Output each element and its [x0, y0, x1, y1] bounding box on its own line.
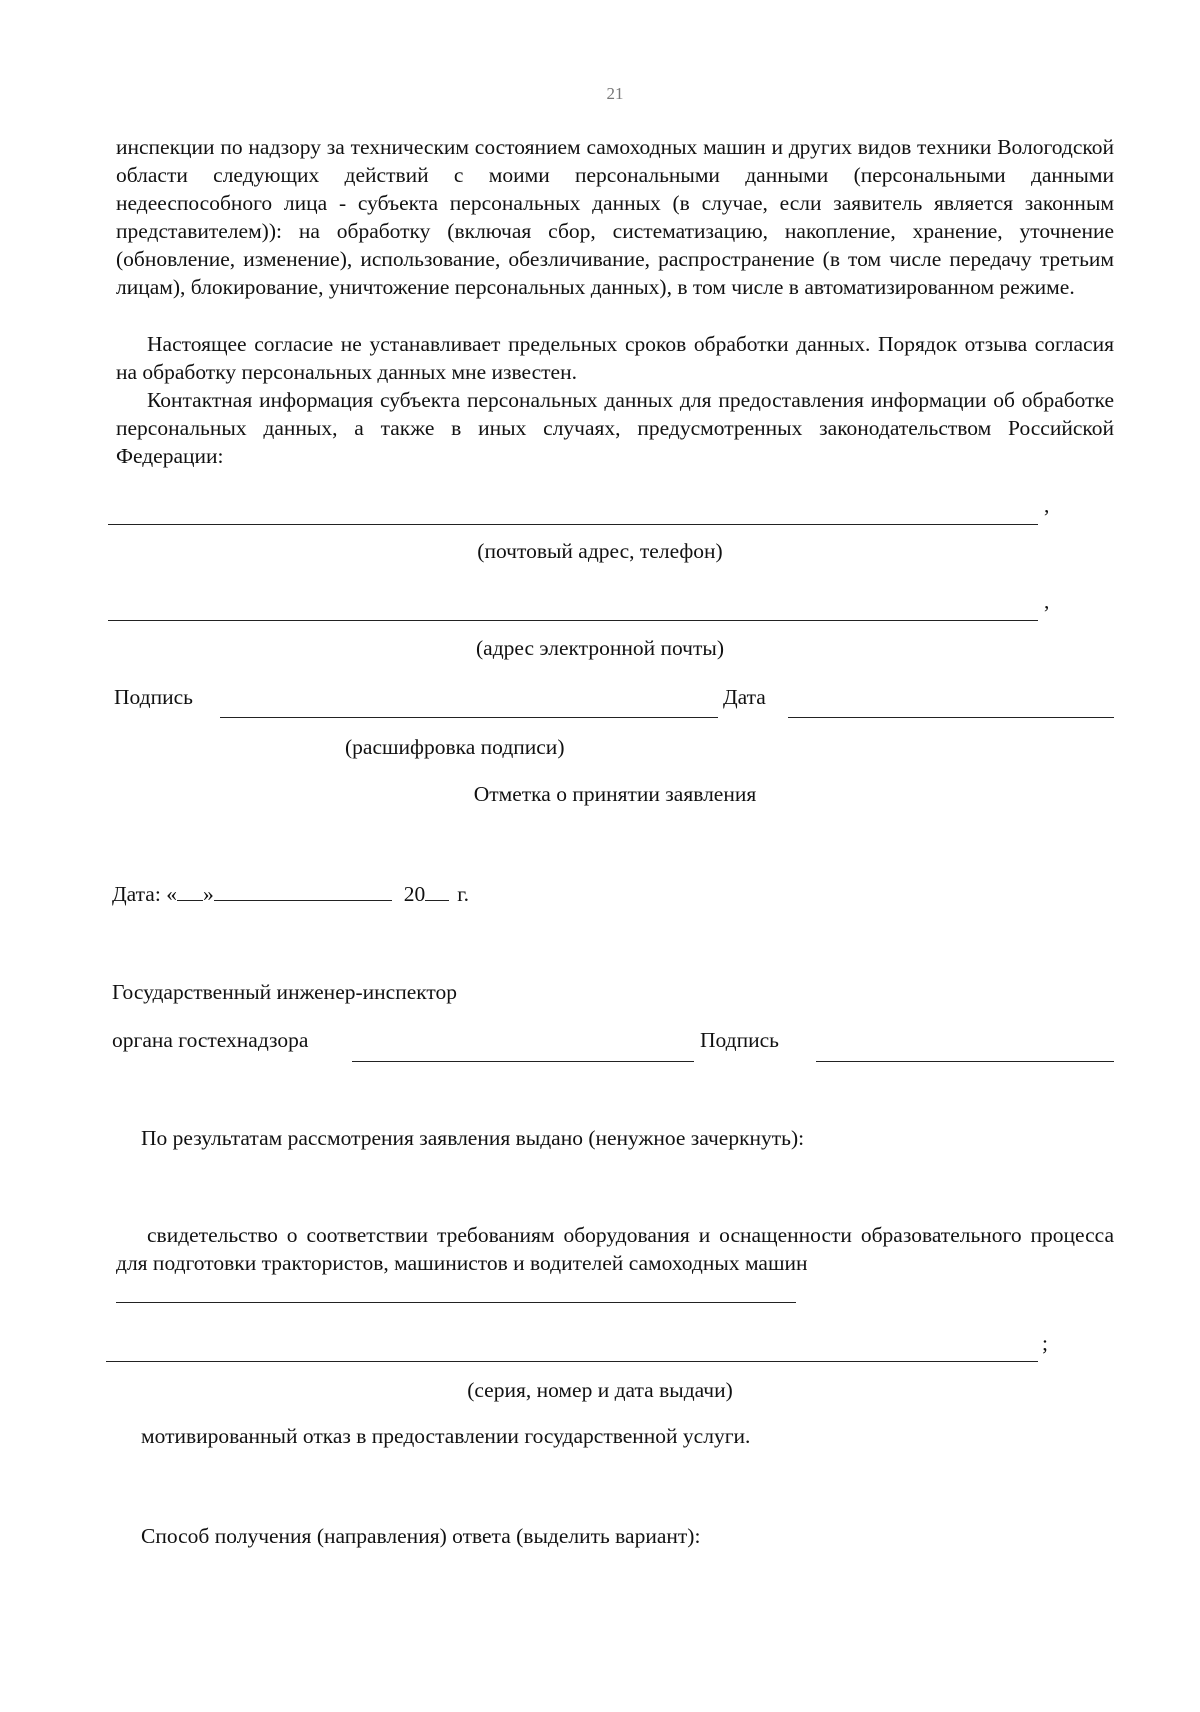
acceptance-date-mid: » — [202, 882, 214, 906]
result-intro: По результатам рассмотрения заявления выдано (ненужное зачеркнуть): — [141, 1126, 805, 1150]
signature-label: Подпись — [114, 685, 193, 709]
postal-address-comma: , — [1044, 493, 1050, 517]
acceptance-date-prefix: Дата: « — [112, 882, 177, 906]
acceptance-title: Отметка о принятии заявления — [473, 782, 757, 806]
consent-paragraph-1: инспекции по надзору за техническим состоянием самоходных машин и других видов техники Вологодской области следующих действий с моими персональными данными (персональными данными недееспособного лица - субъекта персональных данных (в случае, если заявитель является законным представителем)): на обработку (включая сбор, систематизацию, накопление, хранение, уточнение (обновление, изменение), использование, обезличивание, распространение (в том числе передачу третьим лицам), блокирование, уничтожение персональных данных), в том числе в автоматизированном режиме. — [116, 135, 1114, 299]
inspector-signature-line[interactable] — [816, 1061, 1114, 1062]
certificate-continuation-line[interactable] — [116, 1302, 796, 1303]
acceptance-date — [112, 880, 469, 908]
certificate-details-line[interactable] — [106, 1361, 1038, 1362]
consent-paragraph-2: Настоящее согласие не устанавливает предельных сроков обработки данных. Порядок отзыва согласия на обработку персональных данных мне известен. — [116, 332, 1114, 384]
series-caption: (серия, номер и дата выдачи) — [467, 1378, 733, 1402]
signature-decoding-caption: (расшифровка подписи) — [345, 735, 565, 759]
inspector-signature-label: Подпись — [700, 1028, 779, 1052]
email-comma: , — [1044, 589, 1050, 613]
inspector-title-line1: Государственный инженер-инспектор — [112, 980, 458, 1004]
acceptance-year-blank[interactable] — [425, 880, 449, 901]
email-line[interactable] — [108, 620, 1038, 621]
acceptance-day-blank[interactable] — [177, 880, 203, 901]
postal-address-caption: (почтовый адрес, телефон) — [477, 539, 723, 563]
signature-line[interactable] — [220, 717, 718, 718]
acceptance-month-blank[interactable] — [214, 880, 392, 901]
certificate-option: свидетельство о соответствии требованиям оборудования и оснащенности образовательного процесса для подготовки трактористов, машинистов и водителей самоходных машин — [116, 1223, 1114, 1275]
acceptance-date-suffix: г. — [457, 882, 469, 906]
inspector-name-line[interactable] — [352, 1061, 694, 1062]
inspector-title-line2: органа гостехнадзора — [112, 1028, 309, 1052]
response-method-heading: Способ получения (направления) ответа (выделить вариант): — [141, 1524, 701, 1548]
contact-info-paragraph: Контактная информация субъекта персональных данных для предоставления информации об обработке персональных данных, а также в иных случаях, предусмотренных законодательством Российской Федерации: — [116, 388, 1114, 468]
refusal-option: мотивированный отказ в предоставлении государственной услуги. — [141, 1424, 751, 1448]
email-caption: (адрес электронной почты) — [476, 636, 724, 660]
postal-address-line[interactable] — [108, 524, 1038, 525]
date-line[interactable] — [788, 717, 1114, 718]
page-number: 21 — [606, 84, 624, 103]
acceptance-date-year: 20 — [403, 882, 426, 906]
date-label: Дата — [723, 685, 766, 709]
certificate-semicolon: ; — [1042, 1331, 1048, 1355]
